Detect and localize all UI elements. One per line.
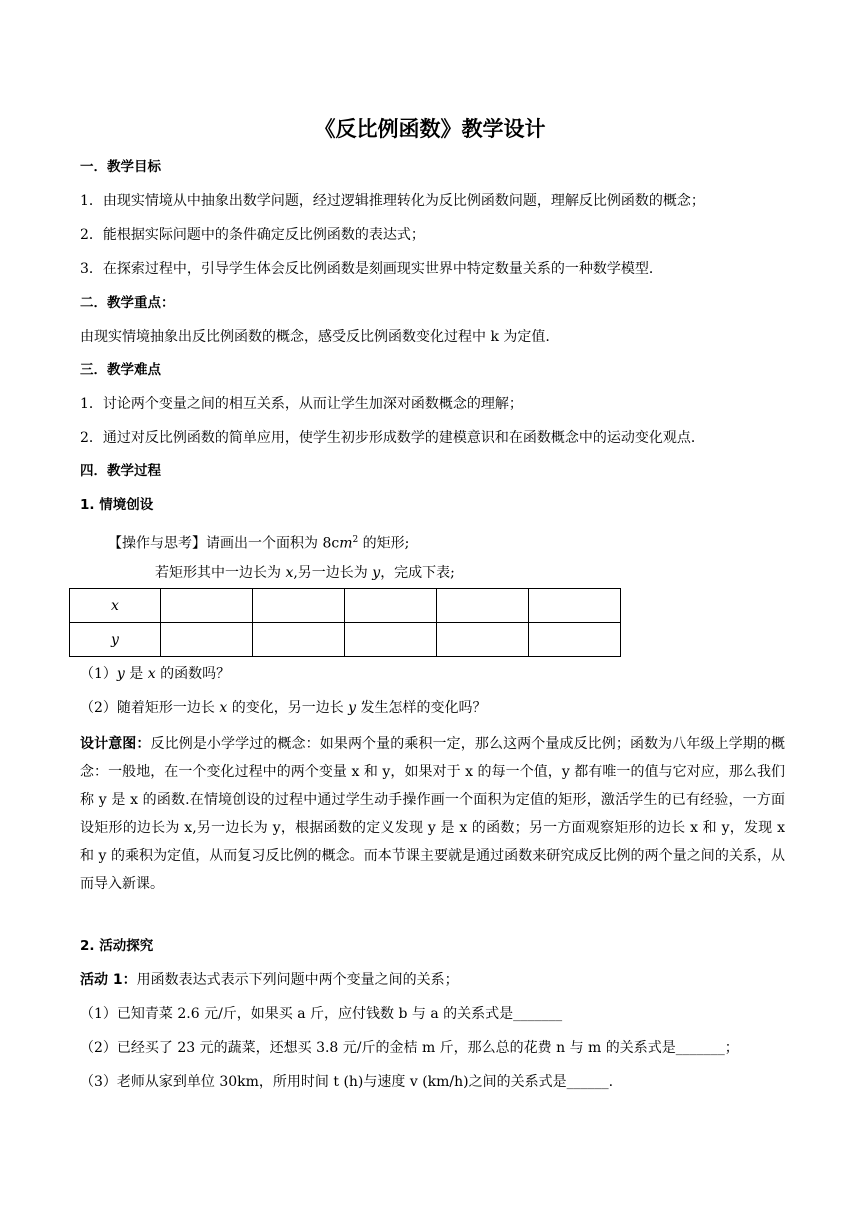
section-heading-goals: 一．教学目标: [80, 159, 161, 175]
operation-text-b: 的矩形;: [358, 535, 410, 552]
question-1-text-c: 的函数吗？: [155, 666, 231, 682]
goal-item-2: 2．能根据实际问题中的条件确定反比例函数的表达式；: [80, 227, 425, 243]
operation-unit-m: m: [339, 535, 353, 552]
design-intent-label: 设计意图：: [80, 736, 151, 752]
table-cell: [253, 623, 345, 657]
question-2: [80, 698, 487, 718]
difficulty-item-2: 2．通过对反比例函数的简单应用，使学生初步形成数学的建模意识和在函数概念中的运动变化观点．: [80, 430, 705, 446]
question-1-number: （1）: [80, 666, 117, 682]
question-1-text-b: 是: [124, 666, 148, 682]
operation-prompt: [108, 530, 409, 554]
document-title: 《反比例函数》教学设计: [314, 117, 546, 141]
instruction-var-x: x: [285, 565, 294, 581]
question-2-text-b: 的变化，另一边长: [227, 700, 349, 716]
subheading-activity: 2. 活动探究: [80, 938, 154, 954]
operation-label: 【操作与思考】: [108, 535, 206, 552]
goal-item-3: 3．在探索过程中，引导学生体会反比例函数是刻画现实世界中特定数量关系的一种数学模型．: [80, 261, 663, 277]
operation-superscript: 2: [352, 535, 359, 545]
instruction-text-c: ，完成下表;: [380, 565, 455, 581]
table-cell: [437, 589, 529, 623]
question-2-var-y: y: [348, 700, 357, 716]
section-heading-process: 四．教学过程: [80, 463, 161, 479]
table-cell: [345, 589, 437, 623]
table-cell: [253, 589, 345, 623]
instruction-text-a: 若矩形其中一边长为: [155, 565, 286, 581]
table-row-x: [70, 589, 621, 623]
design-intent-text: 反比例是小学学过的概念：如果两个量的乘积一定，那么这两个量成反比例；函数为八年级上学期的概念：一般地，在一个变化过程中的两个变量 x 和 y，如果对于 x 的每一个值，y 都有唯一的值与它对应，那么我们称 y 是 x 的函数.在情境创设的过程中通过学生动手操作画一个面积为定值的矩形，激活学生的已有经验，一方面设矩形的边长为 x,另一边长为 y，根据函数的定义发现 y 是 x 的函数；另一方面观察矩形的边长 x 和 y，发现 x 和 y 的乘积为定值，从而复习反比例的概念。而本节课主要就是通过函数来研究成反比例的两个量之间的关系，从而导入新课。: [80, 736, 786, 892]
row-label-x: x: [70, 589, 161, 623]
table-cell: [529, 623, 621, 657]
question-2-text-a: （2）随着矩形一边长: [80, 700, 220, 716]
section-heading-key-points: 二．教学重点：: [80, 295, 175, 311]
activity-question-3: （3）老师从家到单位 30km，所用时间 t (h)与速度 v (km/h)之间的关系式是______.: [80, 1074, 614, 1090]
key-points-text: 由现实情境抽象出反比例函数的概念，感受反比例函数变化过程中 k 为定值.: [80, 329, 550, 345]
question-1: [80, 664, 230, 684]
operation-text-a: 请画出一个面积为 8c: [206, 535, 340, 552]
table-cell: [161, 623, 253, 657]
activity-1-text: 用函数表达式表示下列问题中两个变量之间的关系；: [136, 972, 459, 988]
table-cell: [529, 589, 621, 623]
question-2-text-c: 发生怎样的变化吗？: [356, 700, 487, 716]
subheading-scenario: 1. 情境创设: [80, 497, 154, 513]
question-1-var-y: y: [116, 666, 125, 682]
table-cell: [161, 589, 253, 623]
xy-table: [69, 588, 621, 657]
activity-1-intro: [80, 970, 459, 990]
question-1-var-x: x: [147, 666, 156, 682]
table-instruction: [155, 563, 455, 583]
activity-1-label: 活动 1：: [80, 972, 137, 988]
table-cell: [345, 623, 437, 657]
instruction-text-b: ,另一边长为: [293, 565, 373, 581]
design-intent-paragraph: [80, 730, 785, 898]
table-row-y: [70, 623, 621, 657]
instruction-var-y: y: [372, 565, 381, 581]
activity-question-1: （1）已知青菜 2.6 元/斤，如果买 a 斤，应付钱数 b 与 a 的关系式是_______: [80, 1006, 563, 1022]
goal-item-1: 1．由现实情境从中抽象出数学问题，经过逻辑推理转化为反比例函数问题，理解反比例函数的概念；: [80, 193, 705, 209]
table-cell: [437, 623, 529, 657]
question-2-var-x: x: [219, 700, 228, 716]
activity-question-2: （2）已经买了 23 元的蔬菜，还想买 3.8 元/斤的金桔 m 斤，那么总的花费 n 与 m 的关系式是_______；: [80, 1040, 739, 1056]
row-label-y: y: [70, 623, 161, 657]
section-heading-difficulties: 三．教学难点: [80, 362, 161, 378]
difficulty-item-1: 1．讨论两个变量之间的相互关系，从而让学生加深对函数概念的理解；: [80, 396, 523, 412]
